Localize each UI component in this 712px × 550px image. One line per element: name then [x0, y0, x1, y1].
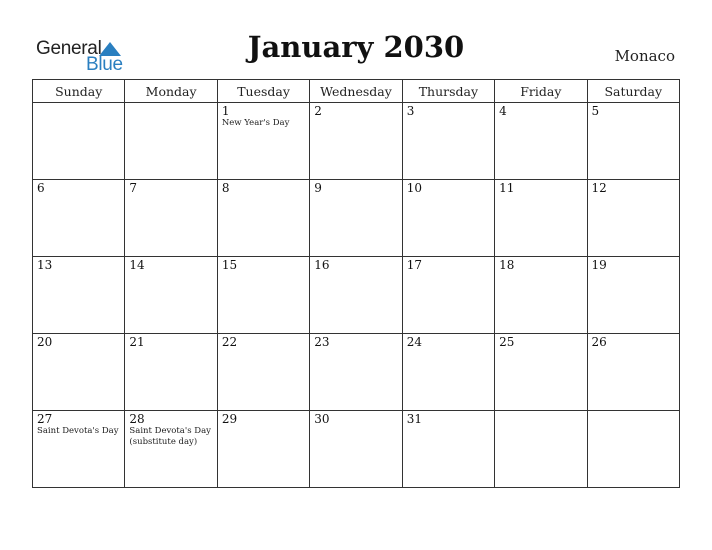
day-cell [587, 180, 679, 257]
day-cell [587, 257, 679, 334]
weekday-header: Sunday [33, 80, 125, 103]
week-row [33, 257, 680, 334]
day-number: 23 [314, 335, 330, 349]
day-number: 25 [499, 335, 515, 349]
day-number: 18 [499, 258, 515, 272]
day-number: 21 [129, 335, 145, 349]
day-number: 24 [406, 335, 422, 349]
day-number: 7 [129, 181, 138, 195]
day-cell [587, 411, 679, 488]
weekday-header: Tuesday [217, 80, 309, 103]
day-cell [217, 411, 309, 488]
day-cell [402, 180, 494, 257]
day-number: 5 [591, 104, 600, 118]
day-number: 20 [37, 335, 53, 349]
day-number: 26 [591, 335, 607, 349]
country-label: Monaco [614, 47, 675, 65]
day-cell [217, 180, 309, 257]
week-row [33, 103, 680, 180]
weekday-header: Friday [495, 80, 587, 103]
day-number: 31 [406, 412, 422, 426]
week-row [33, 411, 680, 488]
day-cell [125, 257, 217, 334]
weekday-header: Monday [125, 80, 217, 103]
day-number: 11 [499, 181, 515, 195]
weekday-header: Saturday [587, 80, 679, 103]
day-cell [33, 103, 125, 180]
day-number: 4 [499, 104, 507, 118]
day-cell [310, 411, 402, 488]
day-number: 15 [221, 258, 238, 272]
day-cell [310, 257, 402, 334]
day-cell [587, 103, 679, 180]
day-cell [33, 257, 125, 334]
day-number: 3 [406, 104, 415, 118]
day-cell [310, 103, 402, 180]
day-cell [33, 180, 125, 257]
day-cell [217, 257, 309, 334]
day-number: 9 [314, 181, 322, 195]
day-cell [33, 334, 125, 411]
calendar-grid [32, 79, 680, 488]
day-number: 8 [221, 181, 230, 195]
logo-text-blue: Blue [86, 54, 123, 75]
weekday-header: Thursday [402, 80, 494, 103]
day-cell [217, 334, 309, 411]
day-cell [495, 334, 587, 411]
week-row [33, 334, 680, 411]
day-number: 19 [591, 258, 607, 272]
day-number: 14 [129, 258, 145, 272]
day-cell [125, 411, 217, 488]
day-number: 12 [591, 181, 607, 195]
day-number: 16 [314, 258, 330, 272]
holiday-label: New Year's Day [221, 118, 290, 128]
day-number: 10 [406, 181, 422, 195]
day-number: 1 [221, 104, 230, 118]
day-number: 13 [37, 258, 53, 272]
day-cell [402, 103, 494, 180]
day-number: 2 [314, 104, 322, 118]
day-cell [402, 257, 494, 334]
weekday-header: Wednesday [310, 80, 402, 103]
day-cell [495, 180, 587, 257]
page-title: January 2030 [247, 30, 465, 64]
day-cell [495, 257, 587, 334]
weekday-header-row [33, 80, 680, 103]
day-cell [495, 103, 587, 180]
day-cell [402, 411, 494, 488]
day-number: 29 [221, 412, 238, 426]
day-cell [495, 411, 587, 488]
day-cell [33, 411, 125, 488]
day-number: 22 [221, 335, 238, 349]
day-cell [310, 334, 402, 411]
day-cell [587, 334, 679, 411]
day-number: 6 [37, 181, 45, 195]
day-cell [125, 334, 217, 411]
day-number: 27 [37, 412, 53, 426]
day-cell [217, 103, 309, 180]
holiday-label: Saint Devota's Day [129, 426, 211, 436]
day-number: 17 [406, 258, 422, 272]
day-cell [402, 334, 494, 411]
day-cell [125, 180, 217, 257]
day-cell [310, 180, 402, 257]
day-cell [125, 103, 217, 180]
day-number: 28 [129, 412, 145, 426]
holiday-label: Saint Devota's Day [37, 426, 119, 436]
holiday-label: (substitute day) [129, 437, 198, 447]
week-row [33, 180, 680, 257]
logo-text-general: General [36, 38, 102, 59]
day-number: 30 [314, 412, 330, 426]
